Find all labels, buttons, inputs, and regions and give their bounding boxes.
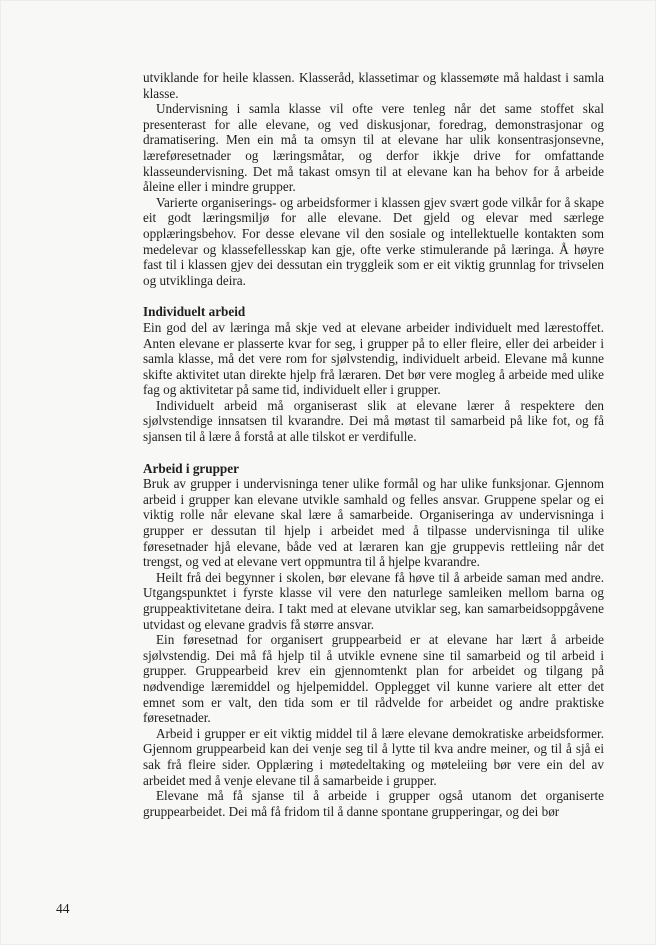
paragraph: Individuelt arbeid må organiserast slik at elevane lærer å respektere den sjølvstendige innsatsen til kvarandre. Dei må møtast til samarbeid på like fot, og få sjansen til å lære å forstå at alle tilskot er verdifulle. bbox=[143, 397, 604, 445]
paragraph: Arbeid i grupper er eit viktig middel til å lære elevane demokratiske arbeidsformer. Gjennom gruppearbeid kan dei venje seg til å lytte til kva andre meiner, og til å sjå ei sak frå fleire sider. Opplæring i møtedeltaking og møteleiing bør vere ein del av arbeidet med å venje elevane til å samarbeide i grupper. bbox=[143, 725, 604, 788]
page-number: 44 bbox=[56, 901, 70, 916]
paragraph: Ein føresetnad for organisert gruppearbeid er at elevane har lært å arbeide sjølvstendig. Dei må få hjelp til å utvikle evnene sine til samarbeid og til arbeid i grupper. Gruppearbeid krev ein gjennomtenkt plan for arbeidet og tilgang på nødvendige læremiddel og hjelpemiddel. Opplegget vil kunne variere alt etter det emnet som er valt, den tida som er til rådvelde for arbeidet og andre praktiske føresetnader. bbox=[143, 632, 604, 726]
paragraph: Ein god del av læringa må skje ved at elevane arbeider individuelt med lærestoffet. Anten elevane er plasserte kvar for seg, i grupper på to eller fleire, eller dei arbeider i samla klasse, må det vere rom for sjølvstendig, individuelt arbeid. Elevane må kunne skifte aktivitet utan direkte hjelp frå læraren. Det bør vere mogleg å arbeide med ulike fag og aktivitetar på same tid, individuelt eller i grupper. bbox=[143, 319, 604, 398]
paragraph: Bruk av grupper i undervisninga tener ulike formål og har ulike funksjonar. Gjennom arbeid i grupper kan elevane utvikle samhald og felles ansvar. Gruppene spelar og ei viktig rolle når elevane skal lære å samarbeide. Organiseringa av undervisninga i grupper er dessutan til hjelp i arbeidet med å tilpasse undervisninga til ulike føresetnader hjå elevane, både ved at læraren kan gje gruppevis rettleiing når det trengst, og ved at elevane vert oppmuntra til å hjelpe kvarandre. bbox=[143, 476, 604, 570]
paragraph: Undervisning i samla klasse vil ofte vere tenleg når det same stoffet skal presenterast for alle elevane, og ved diskusjonar, foredrag, demonstrasjonar og dramatisering. Men ein må ta omsyn til at elevane har ulik konsentrasjonsevne, læreføresetnader og læringsmåtar, og derfor ikkje drive for omfattande klasseundervisning. Det må takast omsyn til at elevane kan ha behov for å arbeide åleine eller i mindre grupper. bbox=[143, 101, 604, 195]
paragraph: Heilt frå dei begynner i skolen, bør elevane få høve til å arbeide saman med andre. Utgangspunktet i fyrste klasse vil vere den naturlege samleiken mellom barna og gruppeaktivitetane deira. I takt med at elevane utviklar seg, kan samarbeidsoppgåvene utvidast og elevane gradvis få større ansvar. bbox=[143, 569, 604, 632]
paragraph: Varierte organiserings- og arbeidsformer i klassen gjev svært gode vilkår for å skape eit godt læringsmiljø for alle elevane. Det gjeld og elevar med særlege opplæringsbehov. For desse elevane vil den sosiale og intellektuelle kontakten som medelevar og klassefellesskap kan gje, ofte verke stimulerande på læringa. Å høyre fast til i klassen gjev dei dessutan ein tryggleik som er eit viktig grunnlag for trivselen og utviklinga deira. bbox=[143, 194, 604, 288]
paragraph: Elevane må få sjanse til å arbeide i grupper også utanom det organiserte gruppearbeidet. Dei må få fridom til å danne spontane grupperingar, og dei bør bbox=[143, 788, 604, 819]
section-heading-individuelt-arbeid: Individuelt arbeid bbox=[143, 304, 246, 320]
paragraph: utviklande for heile klassen. Klasseråd, klassetimar og klassemøte må haldast i samla klasse. bbox=[143, 70, 604, 101]
section-heading-arbeid-i-grupper: Arbeid i grupper bbox=[143, 460, 239, 476]
body-text bbox=[143, 70, 604, 819]
